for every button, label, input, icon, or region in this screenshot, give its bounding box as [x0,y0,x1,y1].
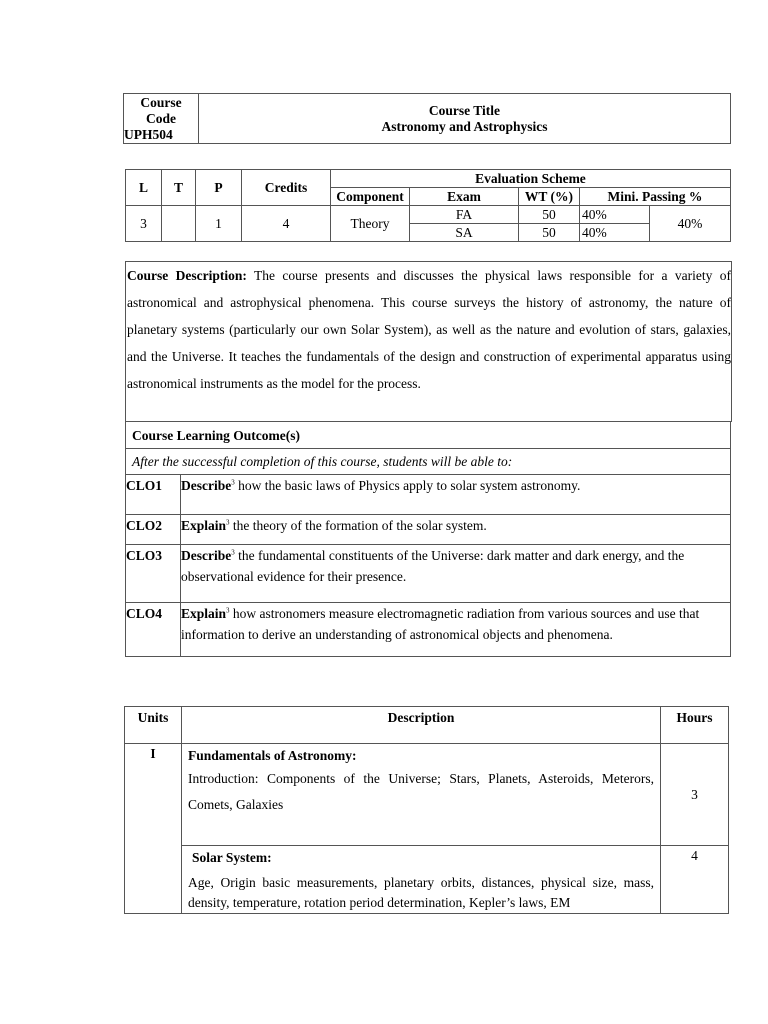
course-code-label-1: Course [140,94,182,110]
course-header-table [123,93,731,144]
clo-code: CLO3 [126,545,181,603]
header-exam: Exam [410,188,519,206]
value-credits: 4 [242,206,331,242]
header-description: Description [182,707,661,744]
header-units: Units [125,707,182,744]
value-component: Theory [331,206,410,242]
wt-fa: 50 [519,206,580,224]
course-description-text: The course presents and discusses the physical laws responsible for a variety of astronomical and astrophysical phenomena. This course surveys the history of astronomy, the nature of planetary systems (particularly our own Solar System), as well as the nature and evolution of stars, galaxies, and the Universe. It teaches the fundamentals of the design and construction of experimental apparatus using astronomical instruments as the model for the process. [127,268,731,391]
clo-code: CLO2 [126,515,181,545]
unit-text: Introduction: Components of the Universe; Stars, Planets, Asteroids, Meterors, Comets, Galaxies [188,771,654,812]
course-description-label: Course Description: [127,268,247,283]
course-code-value: UPH504 [124,126,173,142]
clo-text: Explain$^3$ the theory of the formation of the solar system. [181,515,731,545]
clo-heading: Course Learning Outcome(s) [126,422,731,449]
clo-code: CLO4 [126,603,181,657]
header-evaluation-scheme: Evaluation Scheme [331,170,731,188]
header-hours: Hours [661,707,729,744]
unit-hours: 4 [661,846,729,914]
wt-sa: 50 [519,224,580,242]
header-credits: Credits [242,170,331,206]
course-description [125,261,732,422]
clo-text: Explain$^3$ how astronomers measure electromagnetic radiation from various sources and use that information to derive an understanding of astronomical objects and phenomena. [181,603,731,657]
exam-fa: FA [410,206,519,224]
header-component: Component [331,188,410,206]
exam-sa: SA [410,224,519,242]
pass-fa: 40% [580,206,650,224]
clo-text: Describe$^3$ how the basic laws of Physics apply to solar system astronomy. [181,475,731,515]
value-t [162,206,196,242]
unit-description [182,744,661,846]
header-p: P [196,170,242,206]
unit-title: Solar System: [192,850,272,865]
clo-intro: After the successful completion of this course, students will be able to: [126,449,731,475]
course-code-cell [124,94,199,144]
clo-code: CLO1 [126,475,181,515]
value-p: 1 [196,206,242,242]
clo-text: Describe$^3$ the fundamental constituents of the Universe: dark matter and dark energy, and the observational evidence for their presence. [181,545,731,603]
course-title-label: Course Title [428,102,501,118]
value-l: 3 [126,206,162,242]
units-table [124,706,729,914]
pass-sa: 40% [580,224,650,242]
unit-description [182,846,661,914]
evaluation-table [125,169,731,242]
unit-text: Age, Origin basic measurements, planetary orbits, distances, physical size, mass, density, temperature, rotation period determination, Kepler’s laws, EM [188,875,654,910]
course-title-cell [199,94,731,144]
unit-number: I [125,744,182,914]
course-code-label-2: Code [146,110,176,126]
header-t: T [162,170,196,206]
clo-table [125,421,731,657]
header-mini-passing: Mini. Passing % [580,188,731,206]
unit-title: Fundamentals of Astronomy: [188,748,357,763]
unit-hours: 3 [661,744,729,846]
header-wt: WT (%) [519,188,580,206]
header-l: L [126,170,162,206]
course-title-value: Astronomy and Astrophysics [381,118,548,134]
overall-pass: 40% [650,206,731,242]
